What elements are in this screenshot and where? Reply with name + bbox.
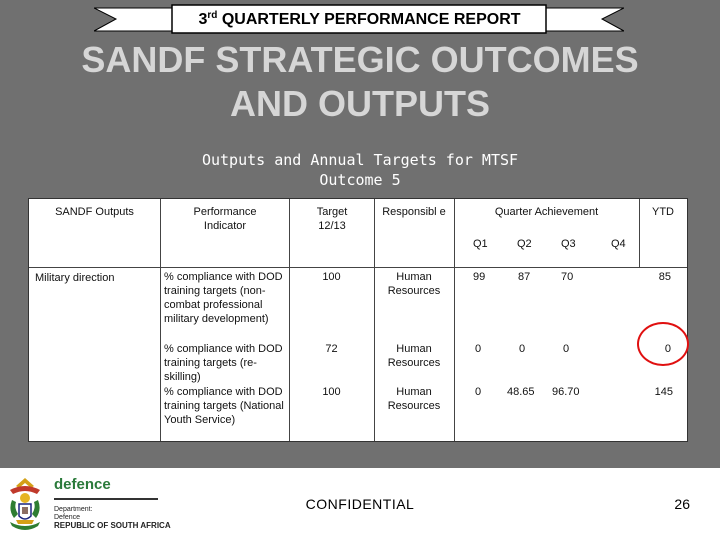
header-q2: Q2 xyxy=(517,238,532,250)
page-title: SANDF STRATEGIC OUTCOMES AND OUTPUTS xyxy=(81,39,639,124)
header-q1: Q1 xyxy=(473,238,488,250)
department-name: Defence xyxy=(54,514,81,521)
row-q1: 0 xyxy=(475,343,482,355)
row-q3: 96.70 xyxy=(552,386,580,398)
coat-of-arms-icon xyxy=(4,474,46,536)
row-target: 100 xyxy=(322,271,341,283)
row-indicator: % compliance with DOD training targets (non-combat professional military development) xyxy=(164,271,283,325)
header-outputs: SANDF Outputs xyxy=(55,206,134,218)
outputs-table xyxy=(28,198,688,442)
header-responsible: Responsibl e xyxy=(382,206,446,218)
row-responsible: Human Resources xyxy=(387,343,441,369)
header-target: Target 12/13 xyxy=(316,206,348,232)
row-q1: 0 xyxy=(475,386,482,398)
row-ytd: 145 xyxy=(654,386,673,398)
row-q3: 0 xyxy=(563,343,570,355)
header-q3: Q3 xyxy=(561,238,576,250)
row-q3: 70 xyxy=(561,271,574,283)
row-target: 100 xyxy=(322,386,341,398)
row-indicator: % compliance with DOD training targets (re-skilling) xyxy=(164,343,283,383)
header-quarter-achievement: Quarter Achievement xyxy=(494,206,599,218)
row-ytd: 85 xyxy=(658,271,671,283)
row-responsible: Human Resources xyxy=(387,271,441,297)
output-name: Military direction xyxy=(35,272,115,284)
row-ytd: 0 xyxy=(664,343,671,355)
highlight-circle xyxy=(637,322,689,366)
page-number: 26 xyxy=(674,496,690,512)
page-subtitle: Outputs and Annual Targets for MTSF Outcome 5 xyxy=(201,151,519,189)
header-q4: Q4 xyxy=(611,238,626,250)
row-q2: 48.65 xyxy=(507,386,535,398)
header-indicator: Performance Indicator xyxy=(193,206,257,232)
row-responsible: Human Resources xyxy=(387,386,441,412)
table-divider xyxy=(289,199,290,441)
row-q2: 87 xyxy=(518,271,531,283)
department-label: Department: xyxy=(54,506,93,513)
header-ytd: YTD xyxy=(652,206,674,218)
defence-logo-text: defence xyxy=(54,476,111,493)
table-divider xyxy=(454,199,455,441)
republic-label: REPUBLIC OF SOUTH AFRICA xyxy=(54,521,171,530)
row-target: 72 xyxy=(325,343,338,355)
footer xyxy=(0,468,720,540)
row-q2: 0 xyxy=(519,343,526,355)
row-q1: 99 xyxy=(473,271,486,283)
report-banner xyxy=(94,4,624,34)
banner-text: 3rd QUARTERLY PERFORMANCE REPORT xyxy=(198,10,521,28)
table-divider xyxy=(29,267,687,268)
table-divider xyxy=(160,199,161,441)
confidential-label: CONFIDENTIAL xyxy=(305,496,415,512)
row-indicator: % compliance with DOD training targets (National Youth Service) xyxy=(164,386,284,426)
logo-divider xyxy=(54,498,158,500)
